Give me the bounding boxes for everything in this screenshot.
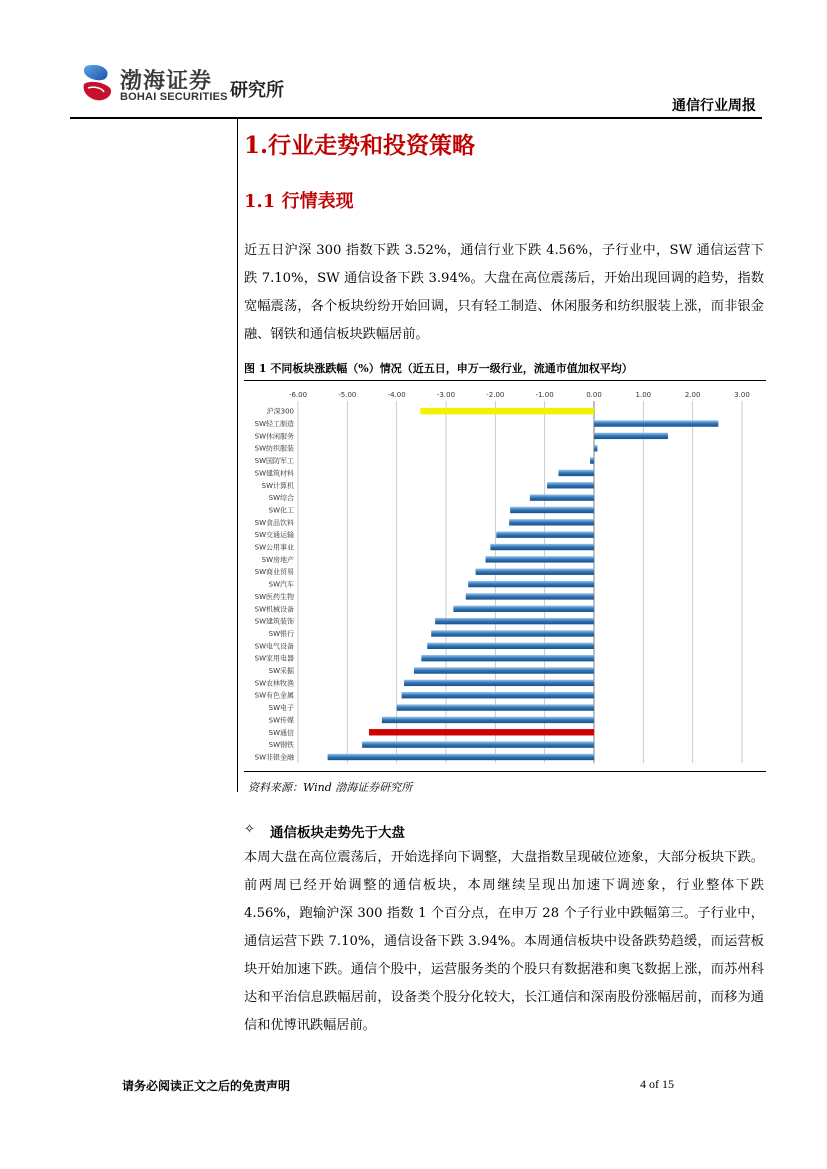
header-divider [70,117,762,119]
figure-bottom-rule [244,771,766,772]
figure-caption: 图 1 不同板块涨跌幅（%）情况（近五日，申万一级行业，流通市值加权平均） [244,362,633,375]
category-label: SW银行 [268,629,294,638]
section-title: 1.行业走势和投资策略 [244,132,476,159]
bar [558,470,594,476]
category-label: SW传媒 [268,716,294,725]
bar [590,457,594,463]
bar [404,680,594,686]
category-label: SW电气设备 [254,642,294,651]
x-tick-label: 2.00 [684,391,701,399]
x-tick-label: 1.00 [635,391,652,399]
x-tick-label: -6.00 [288,391,308,399]
bullet-heading: 通信板块走势先于大盘 [270,825,405,841]
category-label: SW交通运输 [254,531,294,540]
figure-source: 资料来源：Wind 渤海证券研究所 [248,781,413,794]
paragraph-telecom-trend: 本周大盘在高位震荡后，开始选择向下调整，大盘指数呈现破位迹象，大部分板块下跌。前两周已经开始调整的通信板块，本周继续呈现出加速下调迹象，行业整体下跌 4.56%，跑输沪深 300 指数 1 个百分点，在申万 28 个子行业中跌幅第三。子行业中，通信运营下跌 7.10%，通信设备下跌 3.94%。本周通信板块中设备跌势趋缓，而运营板块开始加速下跌。通信个股中，运营服务类的个股只有数据港和奥飞数据上涨，而苏州科达和平治信息跌幅居前，设备类个股分化较大，长江通信和深南股份涨幅居前，而移为通信和优博讯跌幅居前。 [244,850,764,1033]
category-label: SW综合 [268,494,294,503]
category-label: SW建筑装饰 [254,617,294,626]
x-tick-label: -2.00 [486,391,505,399]
diamond-bullet-icon: ✧ [244,822,255,837]
category-label: SW医药生物 [254,592,294,601]
page-number: 4 of 15 [640,1077,674,1091]
category-label: SW计算机 [261,481,294,490]
bar [397,704,594,710]
category-label: SW通信 [268,728,294,737]
category-label: SW国防军工 [254,457,294,466]
bar [509,519,594,525]
category-label: SW电子 [268,704,294,713]
report-type: 通信行业周报 [672,98,756,114]
category-label: 沪深300 [266,407,294,416]
category-label: SW钢铁 [268,741,294,750]
category-label: SW休闲服务 [254,432,294,441]
bar [369,729,594,735]
x-tick-label: -1.00 [535,391,554,399]
brand-name-en: BOHAI SECURITIES [120,91,228,103]
bar [402,692,594,698]
paragraph-market-performance: 近五日沪深 300 指数下跌 3.52%，通信行业下跌 4.56%，子行业中，SW 通信运营下跌 7.10%，SW 通信设备下跌 3.94%。大盘在高位震荡后，开始出现回调的趋势，指数宽幅震荡，各个板块纷纷开始回调，只有轻工制造、休闲服务和纺织服装上涨，而非银金融、钢铁和通信板块跌幅居前。 [244,243,764,342]
x-tick-label: -4.00 [387,391,406,399]
bar [453,606,594,612]
bar [476,569,594,575]
x-tick-label: 0.00 [586,391,602,399]
bar [362,741,594,747]
category-label: SW机械设备 [254,605,294,614]
margin-divider [237,117,238,792]
footer-disclaimer: 请务必阅读正文之后的免责声明 [122,1079,291,1093]
category-label: SW化工 [268,506,294,515]
x-tick-label: -5.00 [338,391,357,399]
bohai-logo-icon [80,62,114,102]
bar [490,544,594,550]
figure-top-rule [244,380,766,381]
bar [496,531,594,537]
x-tick-label: -3.00 [436,391,456,399]
category-label: SW建筑材料 [254,469,294,478]
section-subtitle: 1.1 行情表现 [244,191,354,212]
category-label: SW采掘 [268,667,294,676]
category-label: SW家用电器 [254,654,294,663]
brand-name-cn: 渤海证券 [120,68,213,94]
sector-change-bar-chart [244,385,766,770]
category-label: SW轻工制造 [254,420,294,429]
bar [468,581,594,587]
bar [594,420,718,426]
bar [328,754,594,760]
bar [420,408,594,414]
bar [382,717,594,723]
category-label: SW农林牧渔 [254,679,294,688]
x-tick-label: 3.00 [734,391,750,399]
bar [510,507,594,513]
category-label: SW汽车 [268,580,294,589]
bar [466,593,594,599]
category-label: SW纺织服装 [254,444,294,453]
bar [594,445,597,451]
bar [431,630,594,636]
category-label: SW公用事业 [254,543,294,552]
brand-institute: 研究所 [230,80,284,101]
bar [435,618,594,624]
bar [485,556,594,562]
bar [547,482,594,488]
bar [530,494,594,500]
bar [414,667,594,673]
category-label: SW房地产 [261,555,294,564]
bar [421,655,594,661]
bar [594,433,668,439]
category-label: SW食品饮料 [254,518,294,527]
category-label: SW非银金融 [254,753,294,762]
category-label: SW有色金属 [254,691,294,700]
category-label: SW商业贸易 [254,568,294,577]
bar [427,643,594,649]
